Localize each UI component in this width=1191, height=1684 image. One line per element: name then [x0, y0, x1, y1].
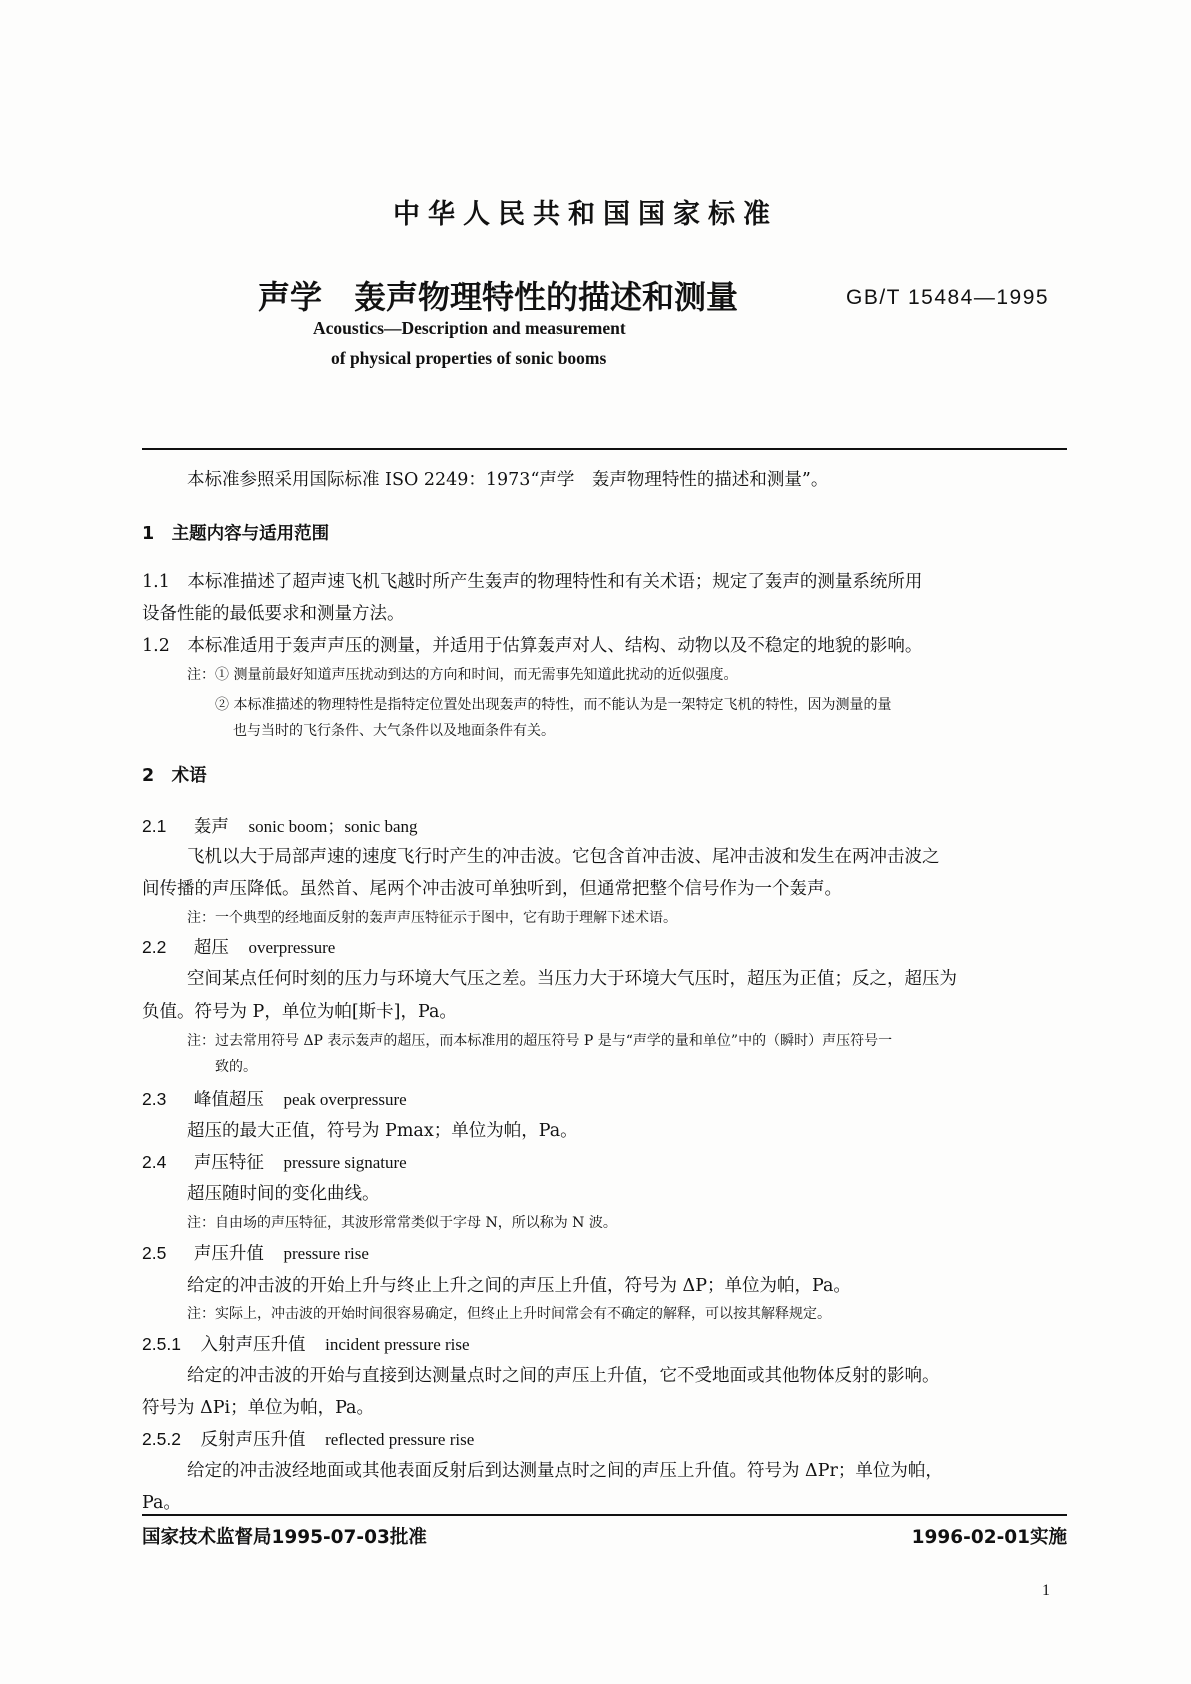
term-2-5-definition: 给定的冲击波的开始上升与终止上升之间的声压上升值，符号为 ΔP；单位为帕，Pa。 [187, 1276, 851, 1296]
term-cn: 轰声 [193, 817, 229, 837]
term-2-5-1-heading [142, 1331, 470, 1356]
term-number: 2.1 [142, 816, 167, 836]
document-title-cn: 声学 轰声物理特性的描述和测量 [258, 278, 739, 316]
term-2-4-heading [142, 1149, 407, 1174]
term-2-5-note: 注：实际上，冲击波的开始时间很容易确定，但终止上升时间常会有不确定的解释，可以按其解释规定。 [187, 1306, 831, 1322]
term-en: peak overpressure [283, 1090, 407, 1109]
term-2-3-definition: 超压的最大正值，符号为 Pmax；单位为帕，Pa。 [187, 1121, 578, 1141]
term-2-5-2-definition-line1: 给定的冲击波经地面或其他表面反射后到达测量点时之间的声压上升值。符号为 ΔPr；单位为帕， [187, 1461, 943, 1481]
term-2-3-heading [142, 1086, 407, 1111]
term-2-5-heading [142, 1240, 369, 1265]
term-en: incident pressure rise [325, 1335, 470, 1354]
term-2-4-definition: 超压随时间的变化曲线。 [187, 1184, 380, 1204]
term-cn: 入射声压升值 [200, 1335, 306, 1355]
intro-paragraph: 本标准参照采用国际标准 ISO 2249：1973“声学 轰声物理特性的描述和测量”。 [187, 470, 829, 490]
note-1: 注：① 测量前最好知道声压扰动到达的方向和时间，而无需事先知道此扰动的近似强度。 [187, 667, 738, 683]
term-cn: 声压升值 [193, 1244, 264, 1264]
note-2-line1: ② 本标准描述的物理特性是指特定位置处出现轰声的特性，而不能认为是一架特定飞机的特性，因为测量的量 [215, 697, 892, 713]
term-2-2-note-line1: 注：过去常用符号 ΔP 表示轰声的超压，而本标准用的超压符号 P 是与“声学的量和单位”中的（瞬时）声压符号一 [187, 1033, 893, 1049]
term-cn: 峰值超压 [193, 1090, 264, 1110]
term-en: pressure signature [283, 1153, 407, 1172]
term-number: 2.5.2 [142, 1429, 181, 1449]
header-divider [142, 448, 1067, 450]
term-en: reflected pressure rise [325, 1430, 475, 1449]
term-number: 2.3 [142, 1089, 167, 1109]
term-2-1-definition-line2: 间传播的声压降低。虽然首、尾两个冲击波可单独听到，但通常把整个信号作为一个轰声。 [142, 879, 842, 899]
clause-1-1-line1: 1.1 本标准描述了超声速飞机飞越时所产生轰声的物理特性和有关术语；规定了轰声的测量系统所用 [142, 572, 923, 592]
implementation-date: 1996-02-01实施 [911, 1527, 1067, 1548]
approval-date: 国家技术监督局1995-07-03批准 [142, 1527, 427, 1548]
term-en: sonic boom；sonic bang [248, 817, 418, 836]
term-number: 2.5.1 [142, 1334, 181, 1354]
term-2-5-1-definition-line1: 给定的冲击波的开始与直接到达测量点时之间的声压上升值，它不受地面或其他物体反射的影响。 [187, 1366, 940, 1386]
term-2-2-note-line2: 致的。 [215, 1059, 257, 1075]
document-title-en-line1: Acoustics—Description and measurement [313, 318, 626, 338]
term-en: pressure rise [283, 1244, 369, 1263]
footer-divider [142, 1514, 1067, 1516]
term-2-5-2-heading [142, 1426, 474, 1451]
term-2-2-heading [142, 934, 335, 959]
clause-1-2: 1.2 本标准适用于轰声声压的测量，并适用于估算轰声对人、结构、动物以及不稳定的地貌的影响。 [142, 636, 923, 656]
term-number: 2.4 [142, 1152, 167, 1172]
term-number: 2.2 [142, 937, 167, 957]
page-number: 1 [1042, 1582, 1050, 1599]
term-2-1-heading [142, 812, 418, 838]
document-title-en-line2: of physical properties of sonic booms [331, 348, 607, 368]
national-standard-heading: 中华人民共和国国家标准 [393, 199, 778, 230]
term-2-4-note: 注：自由场的声压特征，其波形常常类似于字母 N，所以称为 N 波。 [187, 1215, 617, 1231]
term-2-1-definition-line1: 飞机以大于局部声速的速度飞行时产生的冲击波。它包含首冲击波、尾冲击波和发生在两冲击波之 [187, 847, 940, 867]
term-cn: 声压特征 [193, 1153, 264, 1173]
standard-number: GB/T 15484—1995 [846, 286, 1050, 309]
section-2-heading: 2 术语 [142, 766, 207, 786]
term-2-5-2-definition-line2: Pa。 [142, 1493, 181, 1513]
term-number: 2.5 [142, 1243, 167, 1263]
term-2-1-note: 注：一个典型的经地面反射的轰声声压特征示于图中，它有助于理解下述术语。 [187, 910, 677, 926]
term-en: overpressure [248, 938, 336, 957]
section-1-heading: 1 主题内容与适用范围 [142, 524, 330, 544]
term-2-2-definition-line1: 空间某点任何时刻的压力与环境大气压之差。当压力大于环境大气压时，超压为正值；反之，超压为 [187, 969, 957, 989]
term-cn: 超压 [193, 938, 229, 958]
term-2-5-1-definition-line2: 符号为 ΔPi；单位为帕，Pa。 [142, 1398, 374, 1418]
term-2-2-definition-line2: 负值。符号为 P，单位为帕[斯卡]，Pa。 [142, 1002, 457, 1022]
term-cn: 反射声压升值 [200, 1430, 306, 1450]
note-2-line2: 也与当时的飞行条件、大气条件以及地面条件有关。 [233, 723, 555, 739]
clause-1-1-line2: 设备性能的最低要求和测量方法。 [142, 604, 405, 624]
